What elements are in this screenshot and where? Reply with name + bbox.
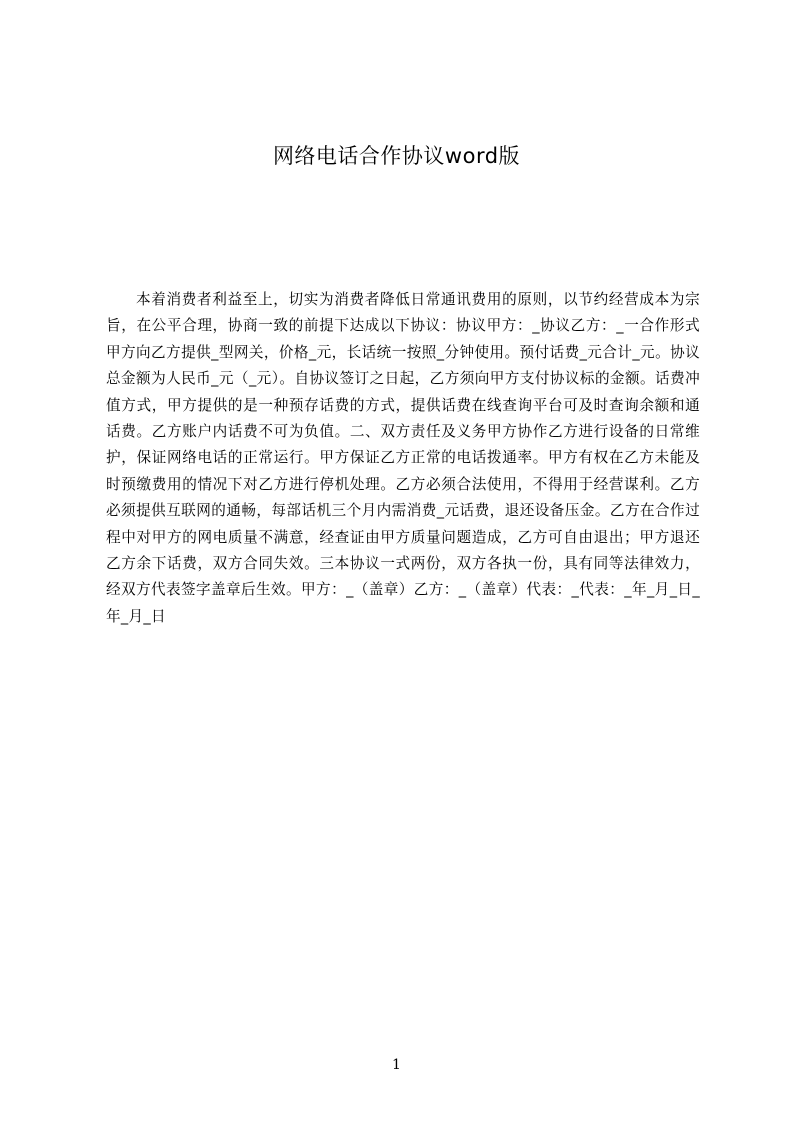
page-number: 1 [392, 1057, 401, 1073]
agreement-body-text: 本着消费者利益至上，切实为消费者降低日常通讯费用的原则，以节约经营成本为宗旨，在公平合理，协商一致的前提下达成以下协议：协议甲方：_协议乙方：_一合作形式甲方向乙方提供_型网关，价格_元，长话统一按照_分钟使用。预付话费_元合计_元。协议总金额为人民币_元（_元）。自协议签订之日起，乙方须向甲方支付协议标的金额。话费冲值方式，甲方提供的是一种预存话费的方式，提供话费在线查询平台可及时查询余额和通话费。乙方账户内话费不可为负值。二、双方责任及义务甲方协作乙方进行设备的日常维护，保证网络电话的正常运行。甲方保证乙方正常的电话拨通率。甲方有权在乙方未能及时预缴费用的情况下对乙方进行停机处理。乙方必须合法使用，不得用于经营谋利。乙方必须提供互联网的通畅，每部话机三个月内需消费_元话费，退还设备压金。乙方在合作过程中对甲方的网电质量不满意，经查证由甲方质量问题造成，乙方可自由退出；甲方退还乙方余下话费，双方合同失效。三本协议一式两份，双方各执一份，具有同等法律效力，经双方代表签字盖章后生效。甲方：_（盖章）乙方：_（盖章）代表：_代表：_年_月_日_年_月_日 [106, 291, 700, 625]
document-title: 网络电话合作协议word版 [272, 144, 521, 168]
